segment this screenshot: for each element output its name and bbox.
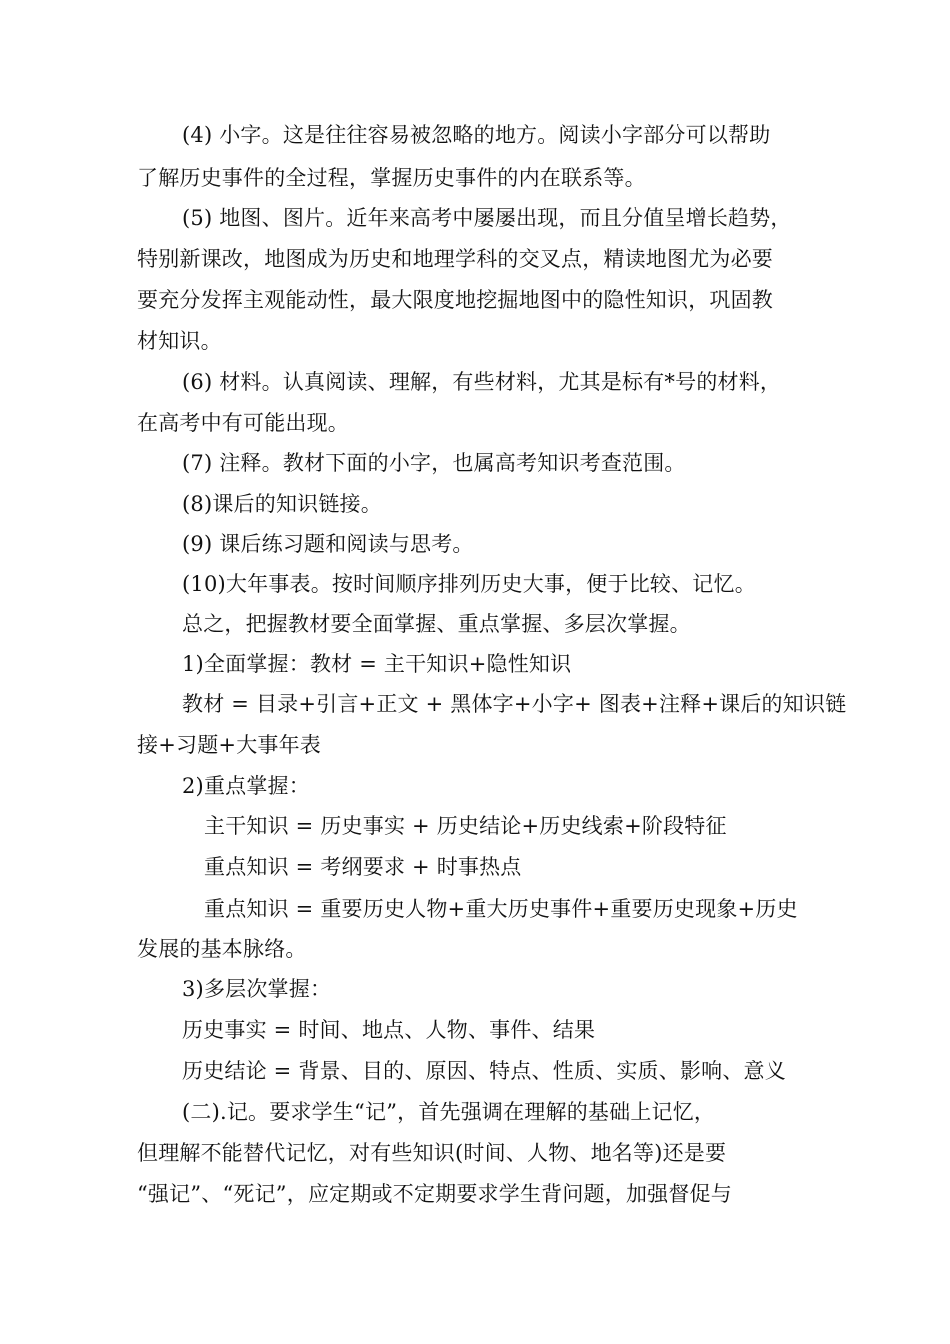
key-knowledge-formula-1: 重点知识 = 考纲要求 + 时事热点 — [204, 855, 522, 879]
point-1-heading: 1)全面掌握：教材 = 主干知识+隐性知识 — [182, 652, 572, 676]
key-knowledge-formula-2-line-2: 发展的基本脉络。 — [137, 937, 307, 961]
paragraph-6-line-1: (6) 材料。认真阅读、理解，有些材料，尤其是标有*号的材料， — [182, 370, 782, 394]
paragraph-4-line-1: (4) 小字。这是往往容易被忽略的地方。阅读小字部分可以帮助 — [182, 123, 771, 147]
textbook-formula-line-1: 教材 = 目录+引言+正文 + 黑体字+小字+ 图表+注释+课后的知识链 — [182, 692, 847, 716]
historical-conclusions-formula: 历史结论 = 背景、目的、原因、特点、性质、实质、影响、意义 — [182, 1059, 786, 1083]
section-2-line-1: (二).记。要求学生“记”，首先强调在理解的基础上记忆， — [182, 1100, 716, 1124]
paragraph-8: (8)课后的知识链接。 — [182, 492, 382, 516]
section-2-line-3: “强记”、“死记”，应定期或不定期要求学生背问题，加强督促与 — [137, 1182, 732, 1206]
historical-facts-formula: 历史事实 = 时间、地点、人物、事件、结果 — [182, 1018, 596, 1042]
paragraph-9: (9) 课后练习题和阅读与思考。 — [182, 532, 474, 556]
paragraph-5-line-3: 要充分发挥主观能动性，最大限度地挖掘地图中的隐性知识，巩固教 — [137, 288, 773, 312]
paragraph-7: (7) 注释。教材下面的小字，也属高考知识考查范围。 — [182, 451, 686, 475]
paragraph-10: (10)大年事表。按时间顺序排列历史大事，便于比较、记忆。 — [182, 572, 756, 596]
paragraph-5-line-2: 特别新课改，地图成为历史和地理学科的交叉点，精读地图尤为必要 — [137, 247, 773, 271]
main-knowledge-formula: 主干知识 = 历史事实 + 历史结论+历史线索+阶段特征 — [204, 814, 727, 838]
paragraph-5-line-4: 材知识。 — [137, 329, 222, 353]
section-2-line-2: 但理解不能替代记忆，对有些知识(时间、人物、地名等)还是要 — [137, 1141, 727, 1165]
point-2-heading: 2)重点掌握： — [182, 774, 310, 798]
paragraph-6-line-2: 在高考中有可能出现。 — [137, 411, 349, 435]
point-3-heading: 3)多层次掌握： — [182, 977, 332, 1001]
textbook-formula-line-2: 接+习题+大事年表 — [137, 733, 321, 757]
key-knowledge-formula-2-line-1: 重点知识 = 重要历史人物+重大历史事件+重要历史现象+历史 — [204, 897, 798, 921]
paragraph-4-line-2: 了解历史事件的全过程，掌握历史事件的内在联系等。 — [137, 166, 646, 190]
summary-line: 总之，把握教材要全面掌握、重点掌握、多层次掌握。 — [182, 612, 691, 636]
paragraph-5-line-1: (5) 地图、图片。近年来高考中屡屡出现，而且分值呈增长趋势， — [182, 206, 792, 230]
